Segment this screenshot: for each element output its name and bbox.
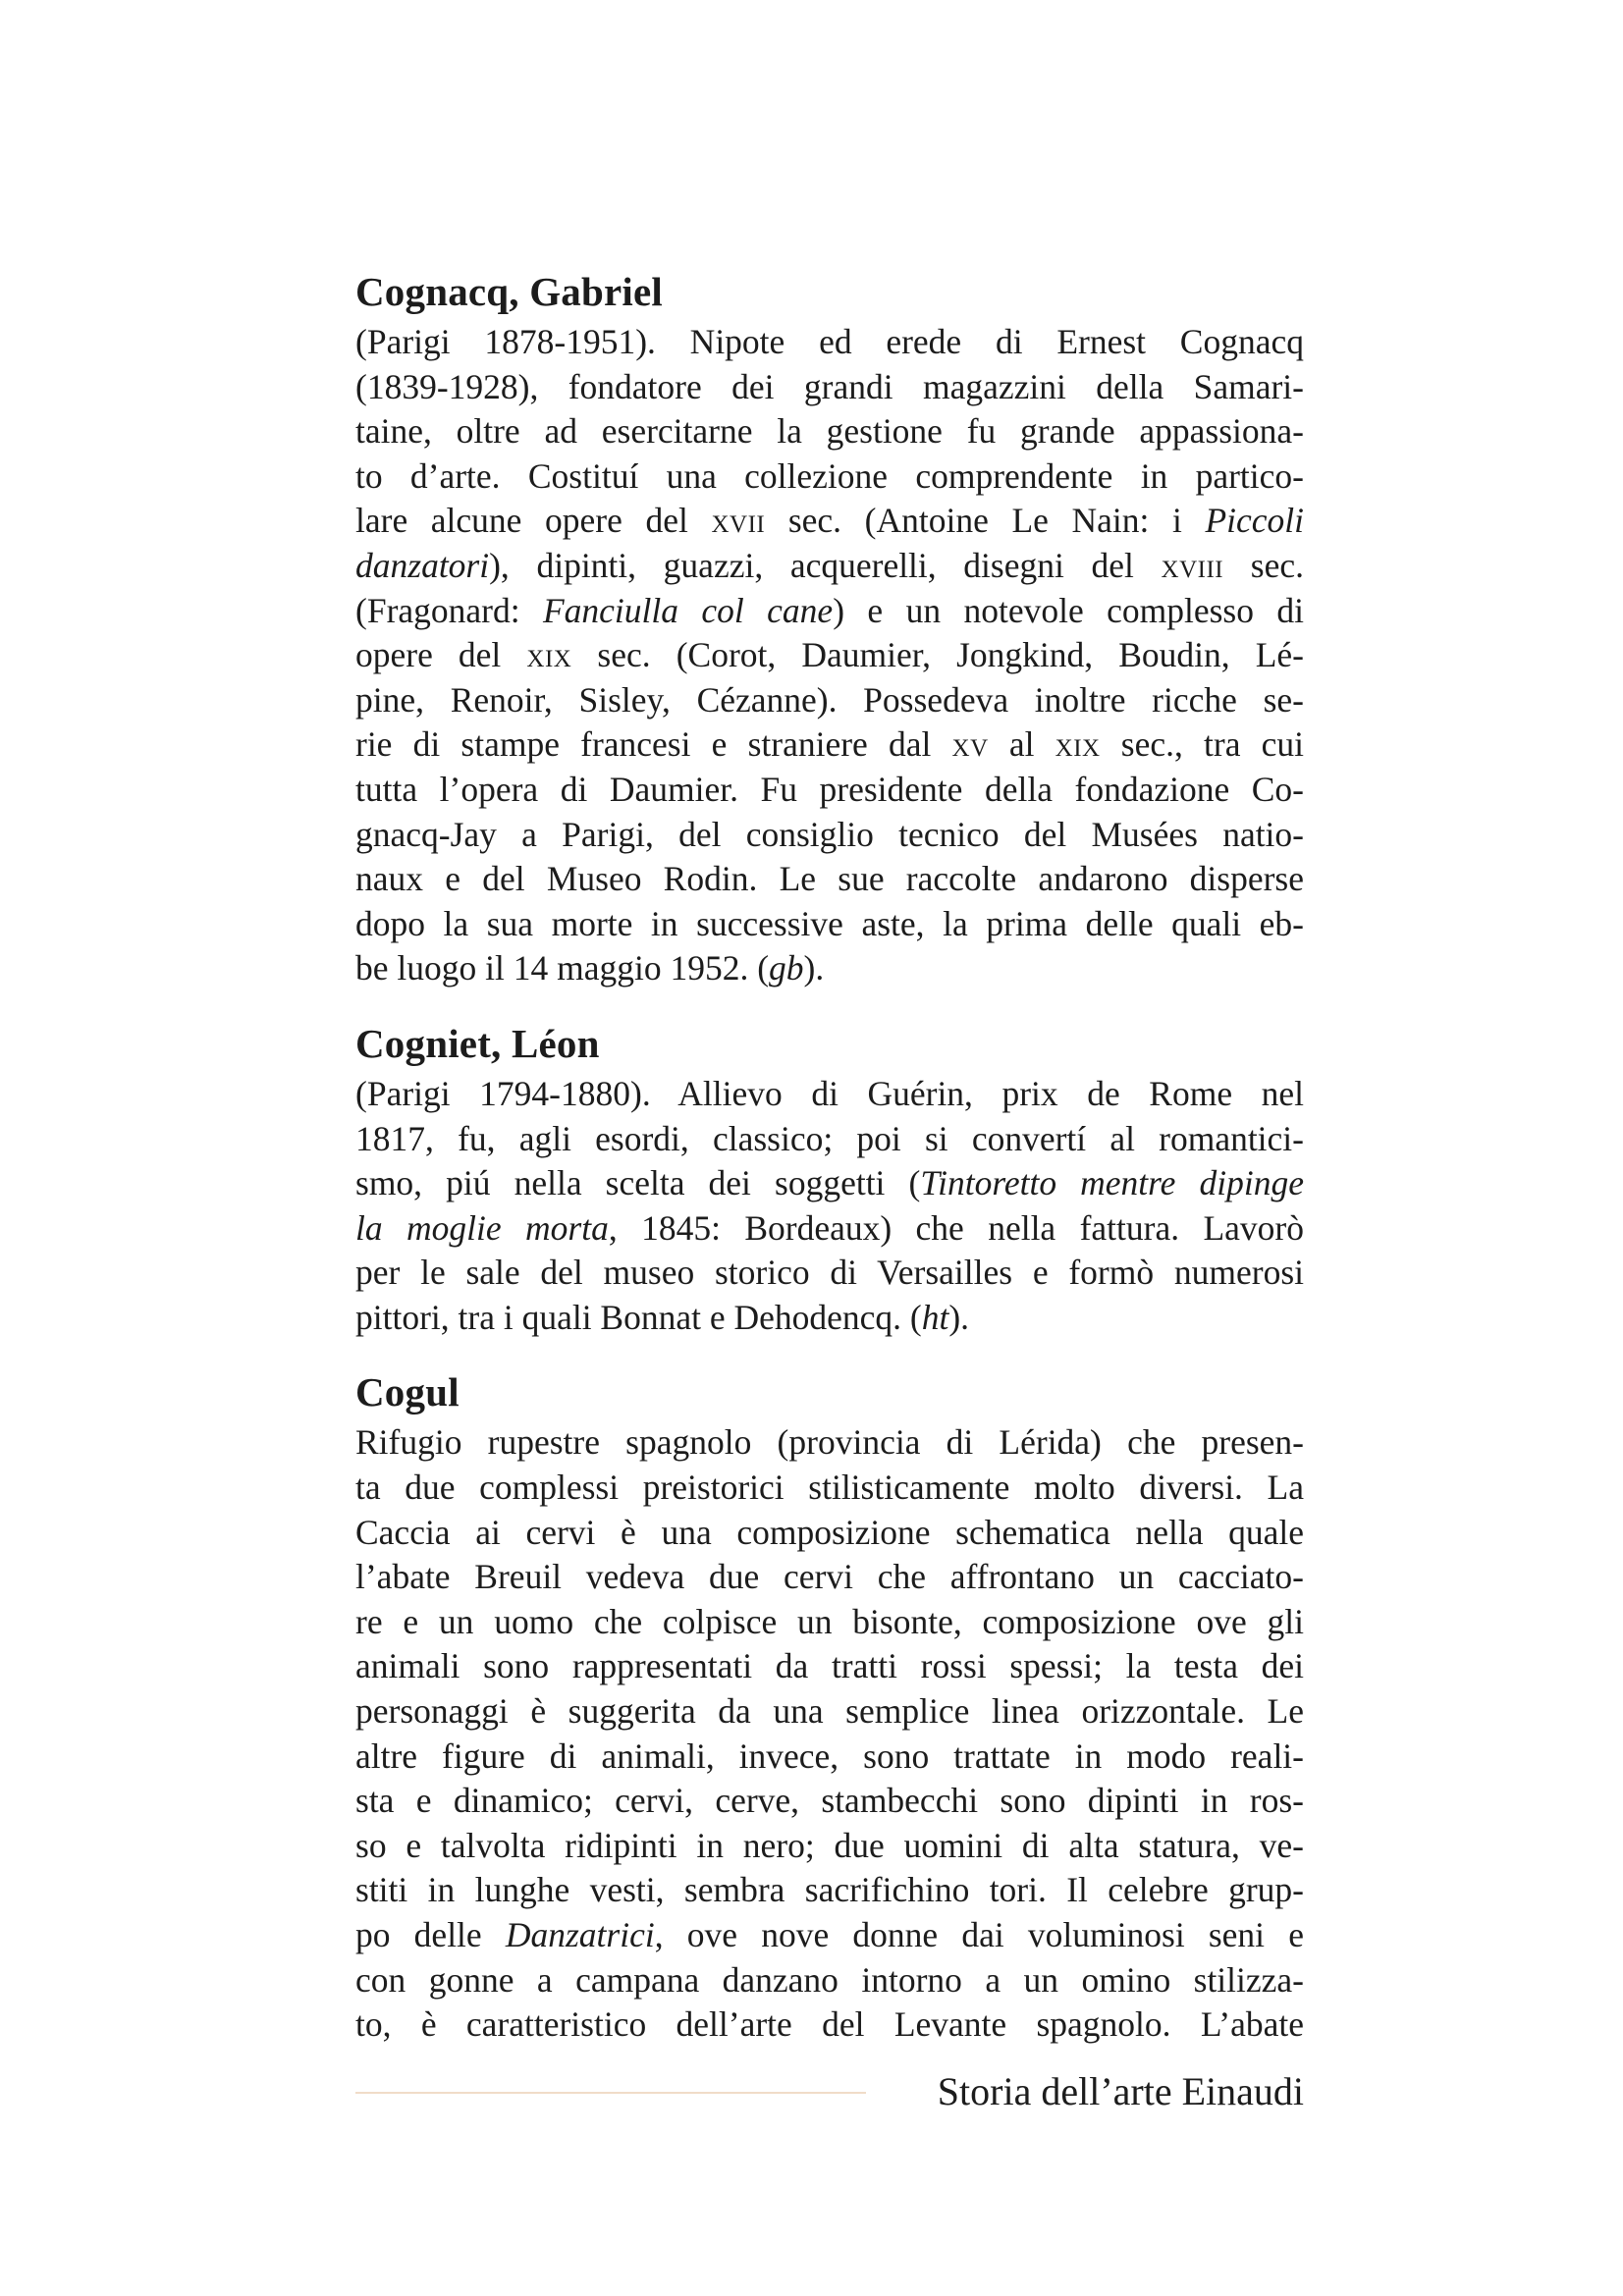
text-line: (Parigi 1794-1880). Allievo di Guérin, prix de Rome nel: [355, 1073, 1304, 1113]
text-line: (1839-1928), fondatore dei grandi magazzini della Samari-: [355, 366, 1304, 406]
text-line: dopo la sua morte in successive aste, la prima delle quali eb-: [355, 903, 1304, 943]
text-line: opere del xix sec. (Corot, Daumier, Jongkind, Boudin, Lé-: [355, 635, 1304, 675]
text-line: Caccia ai cervi è una composizione schematica nella quale: [355, 1512, 1304, 1552]
text-line: so e talvolta ridipinti in nero; due uomini di alta statura, ve-: [355, 1825, 1304, 1865]
page-footer: [355, 2066, 1304, 2125]
century-numeral: xix: [1055, 724, 1101, 765]
author-initials: ht: [921, 1297, 949, 1337]
text-line: ta due complessi preistorici stilisticamente molto diversi. La: [355, 1468, 1304, 1508]
text-line: (Parigi 1878-1951). Nipote ed erede di Ernest Cognacq: [355, 322, 1304, 361]
text-line: re e un uomo che colpisce un bisonte, composizione ove gli: [355, 1601, 1304, 1641]
text-line: per le sale del museo storico di Versailles e formò numerosi: [355, 1253, 1304, 1293]
text-line: taine, oltre ad esercitarne la gestione fu grande appassiona-: [355, 411, 1304, 452]
author-initials: gb: [769, 948, 804, 988]
entry-cogul: [355, 1367, 1304, 2047]
century-numeral: xv: [951, 724, 989, 765]
text-line: Rifugio rupestre spagnolo (provincia di Lérida) che presen-: [355, 1422, 1304, 1463]
footer-publication-title: Storia dell’arte Einaudi: [937, 2069, 1304, 2113]
entry-body: [355, 1072, 1304, 1341]
text-line: po delle Danzatrici, ove nove donne dai voluminosi seni e: [355, 1915, 1304, 1954]
entry-title: Cogul: [355, 1369, 460, 1415]
text-line: altre figure di animali, invece, sono trattate in modo reali-: [355, 1735, 1304, 1776]
text-line: smo, piú nella scelta dei soggetti (Tintoretto mentre dipinge: [355, 1163, 1304, 1203]
artwork-title: Fanciulla col cane: [542, 590, 834, 630]
text-line: (Fragonard: Fanciulla col cane) e un notevole complesso di: [355, 590, 1304, 630]
century-numeral: xix: [526, 635, 572, 675]
artwork-title: Tintoretto mentre dipinge: [920, 1163, 1304, 1203]
text-line: naux e del Museo Rodin. Le sue raccolte andarono disperse: [355, 859, 1304, 899]
text-line: lare alcune opere del xvii sec. (Antoine Le Nain: i Piccoli: [355, 501, 1304, 541]
artwork-title: danzatori: [355, 545, 490, 585]
artwork-title: Piccoli: [1205, 501, 1304, 541]
text-line: pittori, tra i quali Bonnat e Dehodencq. (ht).: [355, 1297, 970, 1337]
entry-body: [355, 1420, 1304, 2047]
text-line: to d’arte. Costituí una collezione comprendente in partico-: [355, 455, 1304, 496]
text-line: la moglie morta, 1845: Bordeaux) che nella fattura. Lavorò: [355, 1207, 1304, 1248]
entry-cognacq-gabriel: [355, 267, 1304, 991]
text-line: 1817, fu, agli esordi, classico; poi si convertí al romantici-: [355, 1118, 1304, 1158]
century-numeral: xvii: [711, 501, 766, 541]
text-line: rie di stampe francesi e straniere dal xv al xix sec., tra cui: [355, 724, 1305, 765]
text-line: personaggi è suggerita da una semplice linea orizzontale. Le: [355, 1691, 1304, 1732]
text-line: gnacq-Jay a Parigi, del consiglio tecnico del Musées natio-: [355, 814, 1304, 854]
text-line: to, è caratteristico dell’arte del Levante spagnolo. L’abate: [355, 2004, 1304, 2045]
artwork-title: la moglie morta: [355, 1207, 609, 1248]
text-line: tutta l’opera di Daumier. Fu presidente della fondazione Co-: [355, 769, 1304, 809]
century-numeral: xviii: [1161, 545, 1224, 585]
entry-title: Cognacq, Gabriel: [355, 269, 663, 314]
page-content: [355, 267, 1304, 2048]
entry-body: [355, 320, 1304, 991]
text-line: pine, Renoir, Sisley, Cézanne). Possedeva inoltre ricche se-: [355, 679, 1304, 720]
entry-title: Cogniet, Léon: [355, 1020, 600, 1066]
text-line: l’abate Breuil vedeva due cervi che affrontano un cacciato-: [355, 1557, 1304, 1597]
text-line: danzatori), dipinti, guazzi, acquerelli, disegni del xviii sec.: [355, 545, 1304, 585]
text-line: animali sono rappresentati da tratti rossi spessi; la testa dei: [355, 1646, 1304, 1686]
text-line: stiti in lunghe vesti, sembra sacrifichino tori. Il celebre grup-: [355, 1870, 1304, 1910]
entry-cogniet-leon: [355, 1019, 1304, 1341]
artwork-title: Danzatrici: [505, 1915, 655, 1954]
text-line: sta e dinamico; cervi, cerve, stambecchi sono dipinti in ros-: [355, 1781, 1304, 1821]
text-line: be luogo il 14 maggio 1952. (gb).: [355, 948, 825, 988]
footer-rule: [355, 2092, 866, 2094]
text-line: con gonne a campana danzano intorno a un omino stilizza-: [355, 1959, 1304, 2000]
